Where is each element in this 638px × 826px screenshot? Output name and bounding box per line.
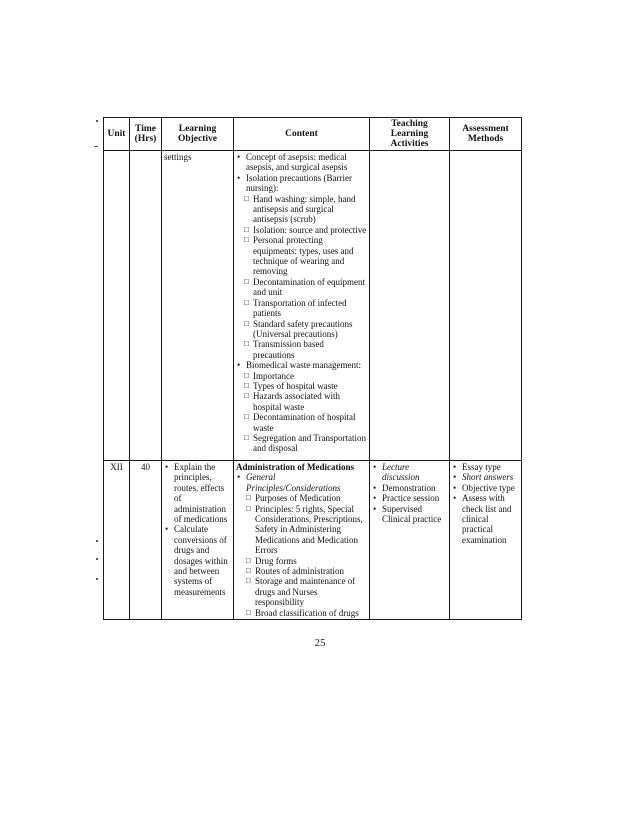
header-objective: Learning Objective <box>162 118 234 151</box>
cell-time: 40 <box>130 461 162 620</box>
cell-teaching <box>370 461 450 620</box>
header-unit: Unit <box>104 118 130 151</box>
content-item: □ Hazards associated with hospital waste <box>236 391 367 412</box>
table-row <box>104 461 522 620</box>
cell-content <box>234 461 370 620</box>
content-item: □ Drug forms <box>236 556 367 566</box>
cell-assessment <box>450 151 522 461</box>
content-item: □ Decontamination of hospital waste <box>236 412 367 433</box>
content-item: □ Personal protecting equipments: types, uses and technique of wearing and removing <box>236 235 367 277</box>
content-item: □ Transportation of infected patients <box>236 298 367 319</box>
table-row <box>104 151 522 461</box>
header-row <box>104 118 522 151</box>
content-item: □ Storage and maintenance of drugs and Nurses responsibility <box>236 576 367 607</box>
assessment-item: • Objective type <box>452 483 519 493</box>
content-item: □ Decontamination of equipment and unit <box>236 277 367 298</box>
content-item: □ Purposes of Medication <box>236 493 367 503</box>
header-teaching: Teaching Learning Activities <box>370 118 450 151</box>
content-item: • General Principles/Considerations <box>236 472 367 493</box>
content-item: □ Hand washing: simple, hand antisepsis and surgical antisepsis (scrub) <box>236 194 367 225</box>
content-item: □ Isolation: source and protective <box>236 225 367 235</box>
objective-item: • Calculate conversions of drugs and dosages within and between systems of measurements <box>164 524 231 597</box>
cell-unit: XII <box>104 461 130 620</box>
header-time: Time (Hrs) <box>130 118 162 151</box>
content-item: • Concept of asepsis: medical asepsis, and surgical asepsis <box>236 152 367 173</box>
teaching-item: • Lecture discussion <box>372 462 447 483</box>
teaching-item: • Demonstration <box>372 483 447 493</box>
header-content: Content <box>234 118 370 151</box>
scan-speck <box>96 540 98 542</box>
content-item: □ Importance <box>236 371 367 381</box>
content-item: • Isolation precautions (Barrier nursing): <box>236 173 367 194</box>
cell-assessment <box>450 461 522 620</box>
content-item: □ Standard safety precautions (Universal precautions) <box>236 319 367 340</box>
assessment-item: • Short answers <box>452 472 519 482</box>
cell-teaching <box>370 151 450 461</box>
objective-item: • Explain the principles, routes, effects of administration of medications <box>164 462 231 524</box>
teaching-item: • Practice session <box>372 493 447 503</box>
content-item: □ Segregation and Transportation and disposal <box>236 433 367 454</box>
page-number: 25 <box>314 637 326 649</box>
scan-speck <box>96 578 98 580</box>
assessment-item: • Essay type <box>452 462 519 472</box>
teaching-item: • Supervised Clinical practice <box>372 504 447 525</box>
content-heading: Administration of Medications <box>236 462 354 472</box>
content-item: □ Principles: 5 rights, Special Considerations, Prescriptions, Safety in Administering Medications and Medication Errors <box>236 504 367 556</box>
cell-time <box>130 151 162 461</box>
scan-speck <box>94 146 98 147</box>
cell-objective <box>162 461 234 620</box>
assessment-item: • Assess with check list and clinical practical examination <box>452 493 519 545</box>
curriculum-table <box>103 117 522 620</box>
scan-speck <box>96 120 98 122</box>
cell-objective: settings <box>162 151 234 461</box>
cell-unit <box>104 151 130 461</box>
header-assessment: Assessment Methods <box>450 118 522 151</box>
content-item: □ Types of hospital waste <box>236 381 367 391</box>
content-item: • Biomedical waste management: <box>236 360 367 370</box>
cell-content <box>234 151 370 461</box>
scan-speck <box>96 558 98 560</box>
content-item: □ Broad classification of drugs <box>236 608 367 618</box>
content-item: □ Transmission based precautions <box>236 339 367 360</box>
content-item: □ Routes of administration <box>236 566 367 576</box>
